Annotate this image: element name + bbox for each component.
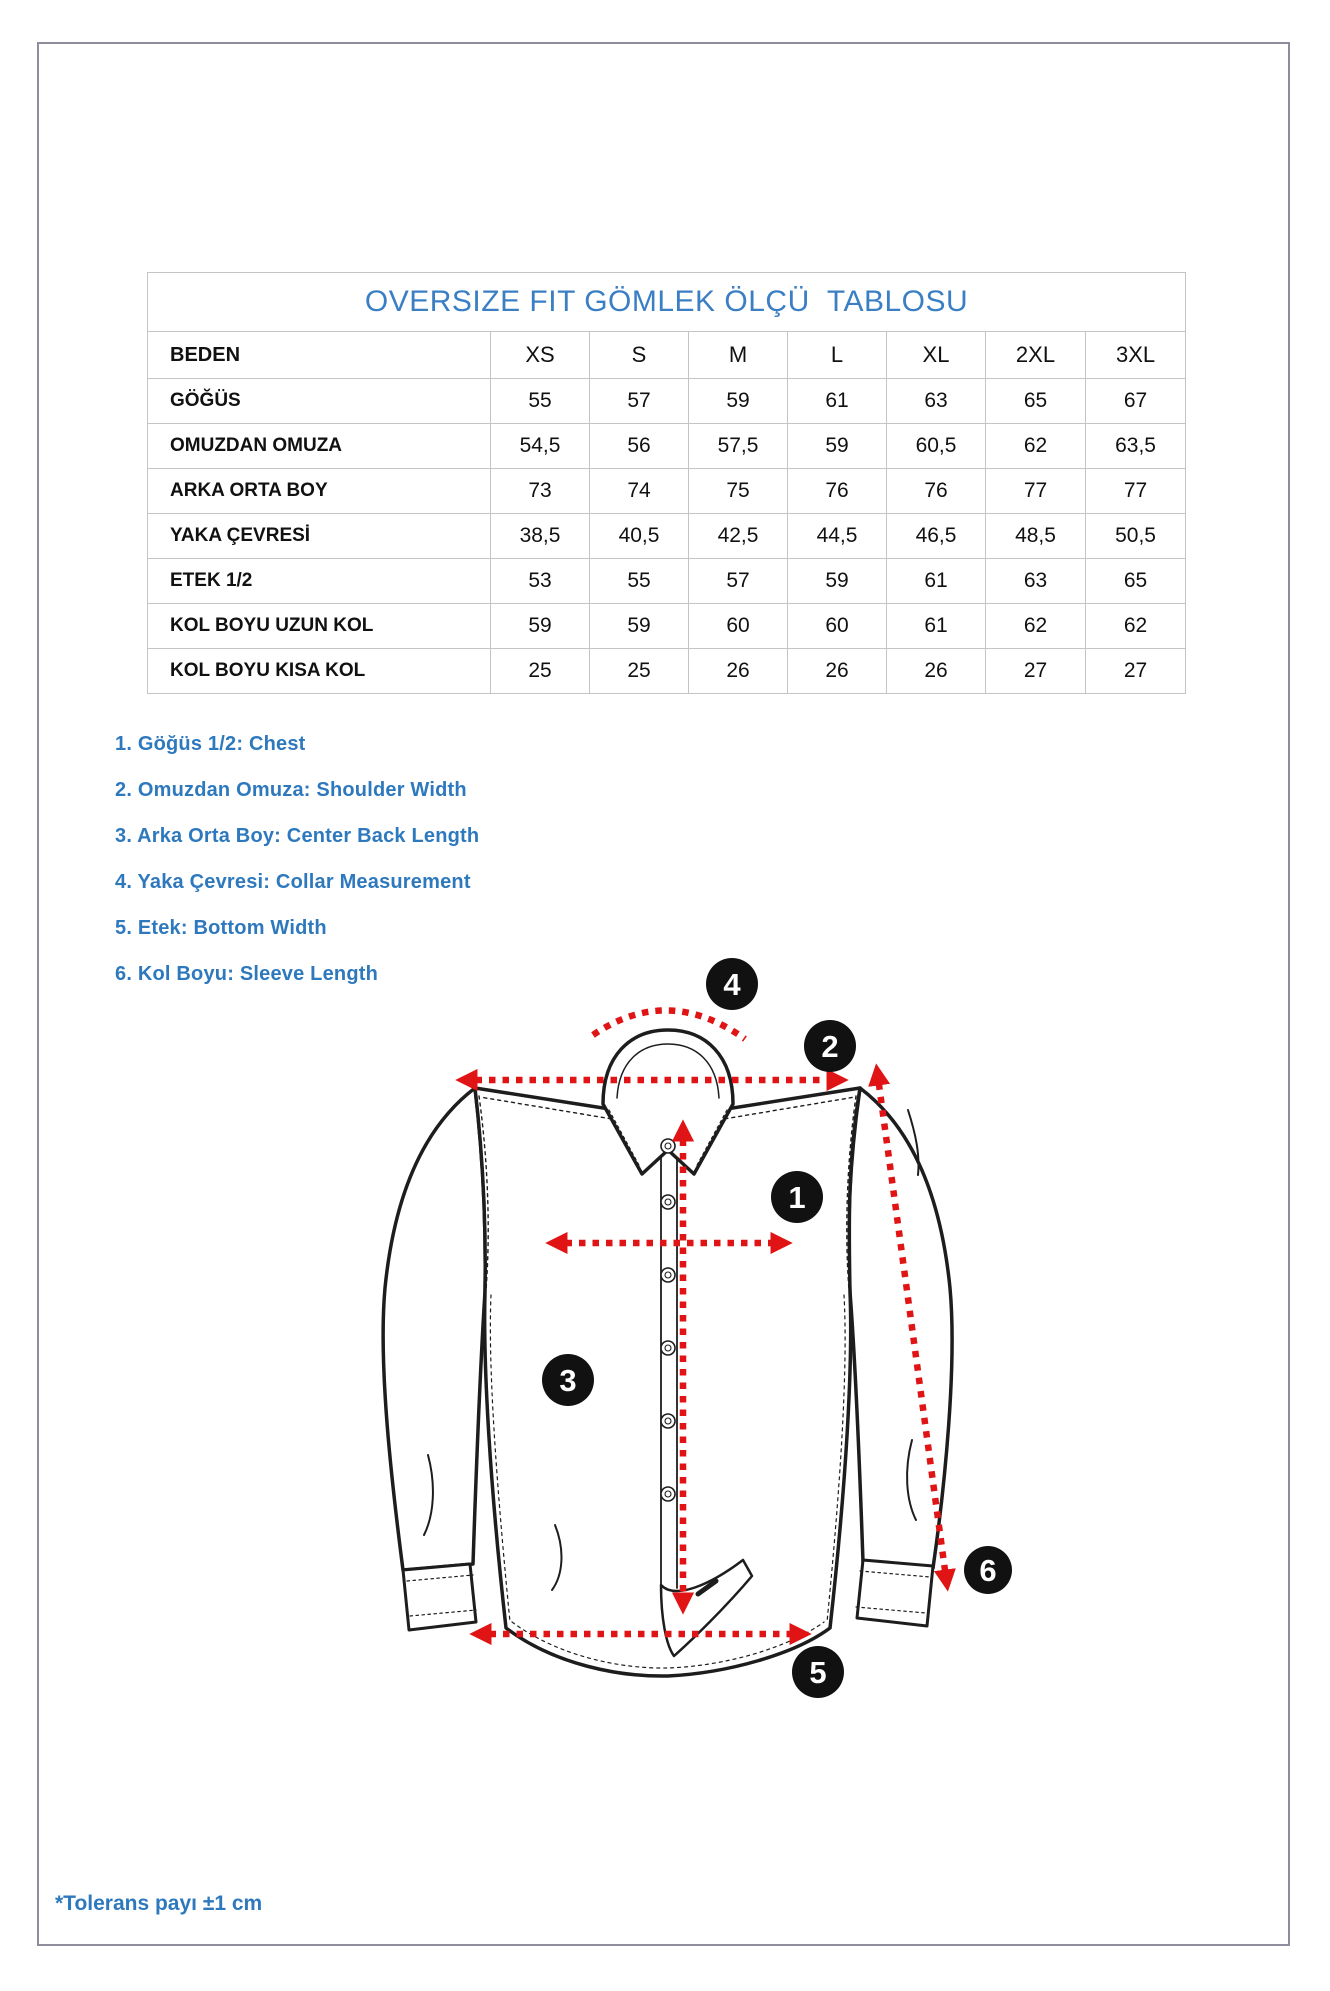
size-value: 61	[887, 604, 986, 649]
size-value: 26	[689, 649, 788, 694]
measure-marker-3	[542, 1354, 594, 1406]
measure-marker-6	[964, 1546, 1012, 1594]
size-value: 60,5	[887, 424, 986, 469]
table-row	[148, 604, 1186, 649]
size-value: 56	[590, 424, 689, 469]
size-value: 55	[491, 379, 590, 424]
table-row	[148, 649, 1186, 694]
svg-text:1: 1	[788, 1180, 806, 1215]
svg-text:2: 2	[821, 1029, 839, 1064]
measure-marker-2	[804, 1020, 856, 1072]
size-chart-table	[147, 272, 1186, 694]
size-value: 57	[689, 559, 788, 604]
size-value: 63,5	[1086, 424, 1186, 469]
size-value: 62	[1086, 604, 1186, 649]
size-value: 25	[590, 649, 689, 694]
size-value: 76	[788, 469, 887, 514]
table-row	[148, 514, 1186, 559]
size-value: 77	[986, 469, 1086, 514]
size-value: 63	[887, 379, 986, 424]
shirt-measurement-diagram	[300, 940, 1100, 1740]
size-value: 59	[590, 604, 689, 649]
table-header-row	[148, 332, 1186, 379]
size-value: 61	[788, 379, 887, 424]
size-value: 59	[689, 379, 788, 424]
tolerance-footnote: *Tolerans payı ±1 cm	[55, 1892, 263, 1915]
size-value: 67	[1086, 379, 1186, 424]
size-value: 25	[491, 649, 590, 694]
size-column-header: M	[689, 332, 788, 379]
size-value: 26	[788, 649, 887, 694]
size-value: 40,5	[590, 514, 689, 559]
table-row	[148, 379, 1186, 424]
legend-item: 5. Etek: Bottom Width	[115, 917, 327, 939]
size-value: 54,5	[491, 424, 590, 469]
size-column-header: XL	[887, 332, 986, 379]
size-value: 48,5	[986, 514, 1086, 559]
table-title: OVERSIZE FIT GÖMLEK ÖLÇÜ TABLOSU	[148, 273, 1186, 332]
table-row	[148, 469, 1186, 514]
row-label: ETEK 1/2	[148, 559, 491, 604]
size-column-header: S	[590, 332, 689, 379]
size-value: 63	[986, 559, 1086, 604]
size-value: 76	[887, 469, 986, 514]
row-label: OMUZDAN OMUZA	[148, 424, 491, 469]
header-beden: BEDEN	[148, 332, 491, 379]
table-row	[148, 424, 1186, 469]
size-value: 57	[590, 379, 689, 424]
size-value: 27	[986, 649, 1086, 694]
measure-marker-4	[706, 958, 758, 1010]
size-value: 59	[491, 604, 590, 649]
size-value: 42,5	[689, 514, 788, 559]
size-value: 44,5	[788, 514, 887, 559]
size-value: 26	[887, 649, 986, 694]
size-value: 60	[788, 604, 887, 649]
size-value: 62	[986, 424, 1086, 469]
size-value: 50,5	[1086, 514, 1186, 559]
size-value: 59	[788, 424, 887, 469]
size-value: 75	[689, 469, 788, 514]
svg-text:4: 4	[723, 967, 741, 1002]
size-value: 77	[1086, 469, 1186, 514]
row-label: KOL BOYU KISA KOL	[148, 649, 491, 694]
row-label: KOL BOYU UZUN KOL	[148, 604, 491, 649]
measure-marker-5	[792, 1646, 844, 1698]
size-column-header: XS	[491, 332, 590, 379]
size-value: 57,5	[689, 424, 788, 469]
size-column-header: L	[788, 332, 887, 379]
row-label: YAKA ÇEVRESİ	[148, 514, 491, 559]
legend-item: 1. Göğüs 1/2: Chest	[115, 733, 306, 755]
size-value: 55	[590, 559, 689, 604]
size-value: 74	[590, 469, 689, 514]
size-value: 65	[986, 379, 1086, 424]
size-value: 59	[788, 559, 887, 604]
shirt-drawing-icon	[383, 1030, 952, 1676]
size-value: 61	[887, 559, 986, 604]
row-label: GÖĞÜS	[148, 379, 491, 424]
size-value: 38,5	[491, 514, 590, 559]
size-value: 65	[1086, 559, 1186, 604]
size-value: 46,5	[887, 514, 986, 559]
size-value: 73	[491, 469, 590, 514]
size-column-header: 3XL	[1086, 332, 1186, 379]
size-value: 27	[1086, 649, 1186, 694]
table-row	[148, 559, 1186, 604]
row-label: ARKA ORTA BOY	[148, 469, 491, 514]
svg-text:3: 3	[559, 1363, 577, 1398]
measure-marker-1	[771, 1171, 823, 1223]
legend-item: 3. Arka Orta Boy: Center Back Length	[115, 825, 480, 847]
size-value: 60	[689, 604, 788, 649]
svg-text:5: 5	[809, 1655, 827, 1690]
legend-item: 4. Yaka Çevresi: Collar Measurement	[115, 871, 471, 893]
legend-item: 6. Kol Boyu: Sleeve Length	[115, 963, 379, 985]
legend-item: 2. Omuzdan Omuza: Shoulder Width	[115, 779, 467, 801]
size-value: 53	[491, 559, 590, 604]
svg-text:6: 6	[979, 1553, 997, 1588]
size-value: 62	[986, 604, 1086, 649]
size-column-header: 2XL	[986, 332, 1086, 379]
